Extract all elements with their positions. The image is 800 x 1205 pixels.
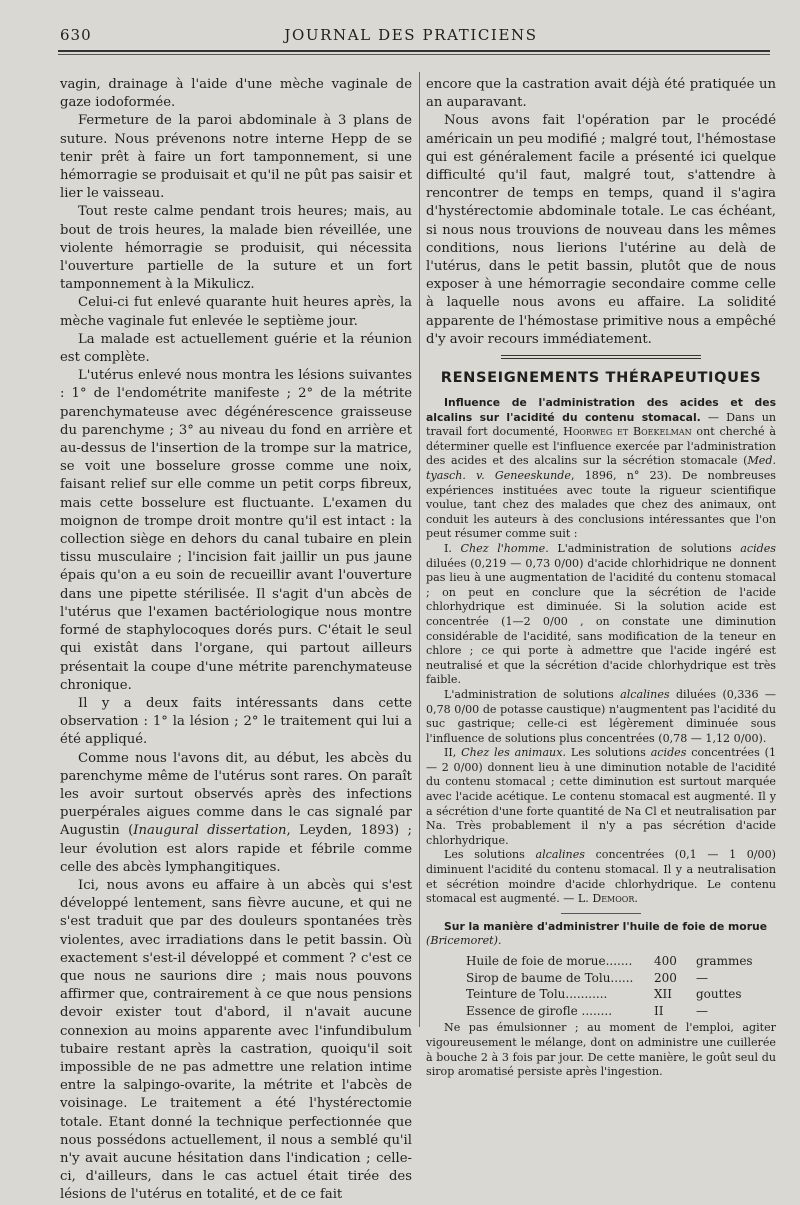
subheading: Chez les animaux. <box>461 746 566 760</box>
paragraph: Fermeture de la paroi abdominale à 3 plans de suture. Nous prévenons notre interne Hepp de se tenir prêt à faire un fort tamponnement, si une hémorragie se produisait et qu'il ne pût pas saisir et lier le vaisseau. <box>60 113 412 202</box>
article-heading: Sur la manière d'administrer l'huile de foie de morue <box>444 919 768 933</box>
emphasis: acides <box>650 746 687 760</box>
paragraph: Ne pas émulsionner ; au moment de l'emploi, agiter vigoureusement le mélange, dont on administre une cuillerée à bouche 2 à 3 fois par jour. De cette manière, le goût seul du sirop aromatisé persiste après l'ingestion. <box>426 1021 776 1079</box>
text: , 1896, n° 23). De nombreuses expériences instituées avec toute la rigueur scientifique voulue, tant chez des malades que chez des animaux, ont conduit les auteurs à des conclusions intéressantes que l'on peut résumer comme suit : <box>426 469 777 541</box>
ingredient-qty: II <box>654 1003 664 1018</box>
article-separator <box>561 913 641 914</box>
text: Les solutions <box>444 848 536 862</box>
column-divider <box>419 72 420 1027</box>
page-number: 630 <box>60 26 92 44</box>
section-rule <box>501 355 701 359</box>
ingredient-qty: 200 <box>654 970 677 985</box>
recipe-list <box>466 953 776 1019</box>
text: diluées (0,219 — 0,73 0/00) d'acide chlorhidrique ne donnent pas lieu à une augmentation de l'acidité du contenu stomacal ; on peut en conclure que la sécrétion de l'acide chlorhydrique est diminuée. Si la solution acide est concentrée (1—2 0/00 , on constate une diminution considérable de l'acidité, sans modification de la teneur en chlore ; ce qui porte à admettre que l'acide ingéré est neutralisé et que la sécrétion d'acide chlorhydrique est très faible. <box>426 556 776 687</box>
text: concentrées (1 — 2 0/00) donnent lieu à une diminution notable de l'acidité du contenu stomacal ; cette diminution est surtout marquée avec l'acide acétique. Le contenu stomacal est augmenté. Il y a sécrétion d'une forte quantité de Na Cl et neutralisation par Na. Très probablement il n'y a pas sécrétion d'acide chlorhydrique. <box>426 746 777 847</box>
paragraph: L'utérus enlevé nous montra les lésions suivantes : 1° de l'endométrite manifeste ; 2° de la métrite parenchymateuse avec dégénérescence graisseuse du parenchyme ; 3° au niveau du fond en arrière et au-dessus de l'insertion de la trompe sur la matrice, se voit une bosselure grosse comme une noix, faisant relief sur elle comme un petit corps fibreux, mais cette bosselure est fluctuante. L'examen du moignon de trompe droit montre qu'il est intact : la collection siège en dehors du canal tubaire en plein tissu musculaire ; l'incision fait jaillir un pus jaune épais qu'on a eu soin de recueillir avant l'ouverture dans une pipette stérilisée. Il s'agit d'un abcès de l'utérus que l'examen bactériologique nous montre formé de staphylocoques dorés purs. C'était le seul qui existât dans l'organe, qui partout ailleurs présentait la coupe d'une métrite parenchymateuse chronique. <box>60 368 412 693</box>
text: Comme nous l'avons dit, au début, les abcès du parenchyme même de l'utérus sont rares. On paraît les avoir surtout observés après des infections puerpérales aigues comme dans le cas signalé par Augustin ( <box>60 750 412 839</box>
left-column <box>60 76 412 1205</box>
ingredient-unit: grammes <box>696 954 753 969</box>
paragraph <box>426 542 776 688</box>
text: I. <box>444 541 461 555</box>
paragraph: La malade est actuellement guérie et la réunion est complète. <box>60 331 412 366</box>
journal-title: JOURNAL DES PRATICIENS <box>284 26 538 44</box>
ingredient-name: Sirop de baume de Tolu...... <box>466 970 634 985</box>
paragraph: vagin, drainage à l'aide d'une mèche vaginale de gaze iodoformée. <box>60 77 412 111</box>
emphasis: alcalines <box>535 848 585 862</box>
text: Les solutions <box>566 746 651 760</box>
ingredient-unit: gouttes <box>696 987 742 1002</box>
ingredient-name: Essence de girofle ........ <box>466 1003 613 1018</box>
text: diluées (0,336 — 0,78 0/00 de potasse caustique) n'augmentent pas l'acidité du suc gastrique; celle-ci est légèrement diminuée sous l'influence de solutions plus concentrées (0,78 — 1,12 0/00). <box>426 687 776 745</box>
text: II, <box>444 746 462 760</box>
paragraph: Ici, nous avons eu affaire à un abcès qui s'est développé lentement, sans fièvre aucune, et qui ne s'est traduit que par des douleurs spontanées très violentes, avec irradiations dans le petit bassin. Où exactement s'est-il développé et comment ? c'est ce que nous ne saurions dire ; mais nous pouvons affirmer que, contrairement à ce que nous pensions devoir exister tout d'abord, il n'avait aucune connexion au moins apparente avec l'infundibulum tubaire restant après la castration, quoiqu'il soit impossible de ne pas admettre une relation intime entre la salpingo-ovarite, la métrite et l'abcès de voisinage. Le traitement a été l'hystérectomie totale. Etant donné la technique perfectionnée que nous possédons actuellement, il nous a semblé qu'il n'y avait aucune hésitation dans l'indication ; celle-ci, d'ailleurs, dans le cas actuel était tirée des lésions de l'utérus en totalité, et de ce fait <box>60 877 412 1203</box>
subheading: Chez l'homme. <box>460 541 549 555</box>
citation: Inaugural dissertation <box>133 823 287 839</box>
text: L'administration de solutions <box>444 687 621 701</box>
ingredient-unit: — <box>696 1003 708 1018</box>
paragraph: encore que la castration avait déjà été pratiquée un an auparavant. <box>426 77 776 111</box>
section-title: RENSEIGNEMENTS THÉRAPEUTIQUES <box>440 369 762 387</box>
article-author <box>426 934 776 949</box>
ingredient-name: Huile de foie de morue....... <box>466 954 633 969</box>
author: (Bricemoret). <box>426 934 502 948</box>
page-header <box>60 26 762 48</box>
paragraph: Nous avons fait l'opération par le procédé américain un peu modifié ; malgré tout, l'hémostase qui est généralement facile a présenté ici quelque difficulté qu'il faut, malgré tout, s'attendre à rencontrer de temps en temps, quand il s'agira d'hystérectomie abdominale totale. Le cas échéant, si nous nous trouvions de nouveau dans les mêmes conditions, nous lierions l'utérine au delà de l'utérus, dans le petit bassin, plutôt que de nous exposer à une hémorragie secondaire comme celle à laquelle nous avons eu affaire. La solidité apparente de l'hémostase primitive nous a empêché d'y avoir recours immédiatement. <box>426 113 776 347</box>
recipe-row <box>466 953 776 970</box>
paragraph <box>426 688 776 746</box>
recipe-row <box>466 1003 776 1020</box>
recipe-row <box>466 970 776 987</box>
text: ont cherché à déterminer quelle est l'influence exercée par l'administration des acides et des alcalins sur la sécrétion stomacale ( <box>426 425 776 468</box>
ingredient-qty: XII <box>654 987 673 1002</box>
article-huile-foie-morue <box>426 920 776 935</box>
authors: Hoorweg et Boekelman <box>563 425 692 439</box>
article-acides-alcalins <box>426 396 776 542</box>
emphasis: alcalines <box>620 687 670 701</box>
text: concentrées (0,1 — 1 0/00) diminuent l'acidité du contenu stomacal. Il y a neutralisation et sécrétion moindre d'acide chlorhydrique. Le contenu stomacal est augmenté. — <box>426 848 776 906</box>
ingredient-name: Teinture de Tolu........... <box>466 987 608 1002</box>
text: — Dans un travail fort documenté, <box>426 410 776 439</box>
ingredient-unit: — <box>696 970 708 985</box>
emphasis: acides <box>740 541 777 555</box>
reference: Med. tyasch. v. Geneeskunde <box>426 454 776 483</box>
ingredient-qty: 400 <box>654 954 677 969</box>
paragraph <box>60 750 412 877</box>
header-rule <box>58 50 770 55</box>
signature: L. Demoor. <box>577 892 638 906</box>
paragraph: Il y a deux faits intéressants dans cette observation : 1° la lésion ; 2° le traitement qui lui a été appliqué. <box>60 695 412 748</box>
article-heading: Influence de l'administration des acides et des alcalins sur l'acidité du contenu stomacal. <box>426 396 776 424</box>
paragraph <box>426 746 776 848</box>
text: , Leyden, 1893) ; leur évolution est alors rapide et fébrile comme celle des abcès lymphangitiques. <box>60 823 412 875</box>
paragraph <box>426 848 776 906</box>
paragraph: Celui-ci fut enlevé quarante huit heures après, la mèche vaginale fut enlevée le septième jour. <box>60 295 412 329</box>
text: L'administration de solutions <box>548 541 741 555</box>
paragraph: Tout reste calme pendant trois heures; mais, au bout de trois heures, la malade bien réveillée, une violente hémorragie se produisit, qui nécessita l'ouverture partielle de la suture et un fort tamponnement à la Mikulicz. <box>60 204 412 293</box>
recipe-row <box>466 986 776 1003</box>
right-column <box>426 76 776 1080</box>
